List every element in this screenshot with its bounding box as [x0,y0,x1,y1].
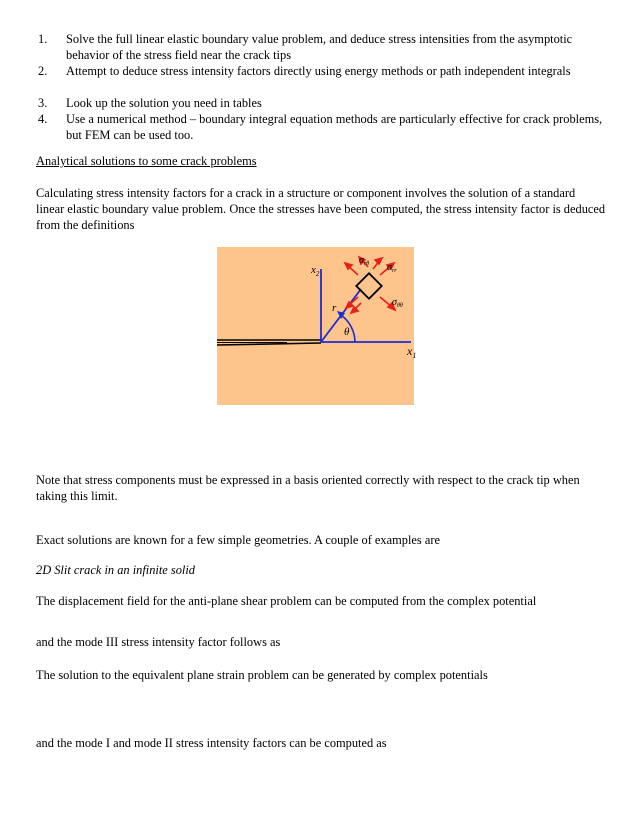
section-heading: Analytical solutions to some crack problems [36,154,257,168]
mode12-paragraph: and the mode I and mode II stress intensity factors can be computed as [36,736,387,750]
list-text: Use a numerical method – boundary integral equation methods are particularly effective for crack problems, but FEM can be used too. [66,112,603,142]
list-text: Solve the full linear elastic boundary value problem, and deduce stress intensities from the asymptotic behavior of the stress field near the crack tips [66,32,573,62]
intro-paragraph: Calculating stress intensity factors for a crack in a structure or component involves the solution of a standard linear elastic boundary value problem. Once the stresses have been computed, the stress intensity factor is deduced from the definitions [36,186,606,232]
sigma-thetatheta-label: $\sigma_{\theta\theta}$ [392,297,403,309]
crack-tip-figure [217,247,417,405]
sigma-rr-label: $\sigma_{rr}$ [387,262,397,274]
list-number: 1. [38,32,48,46]
r-label: r [332,302,337,314]
list-text: Attempt to deduce stress intensity factors directly using energy methods or path independent integrals [66,64,571,78]
theta-label: θ [344,326,350,338]
x2-label: $x_2$ [311,264,320,278]
example-heading: 2D Slit crack in an infinite solid [36,563,195,577]
exact-paragraph: Exact solutions are known for a few simple geometries. A couple of examples are [36,533,440,547]
list-number: 2. [38,64,48,78]
displacement-paragraph: The displacement field for the anti-plane shear problem can be computed from the complex potential [36,594,537,608]
note-paragraph: Note that stress components must be expressed in a basis oriented correctly with respect to the crack tip when taking this limit. [36,473,580,503]
list-number: 3. [38,96,48,110]
list-text: Look up the solution you need in tables [66,96,262,110]
list-number: 4. [38,112,48,126]
plane-strain-paragraph: The solution to the equivalent plane strain problem can be generated by complex potentials [36,668,488,682]
sigma-rtheta-label: $\sigma_{r\theta}$ [359,255,370,267]
mode3-paragraph: and the mode III stress intensity factor follows as [36,635,281,649]
x1-label: $x_1$ [407,344,417,360]
